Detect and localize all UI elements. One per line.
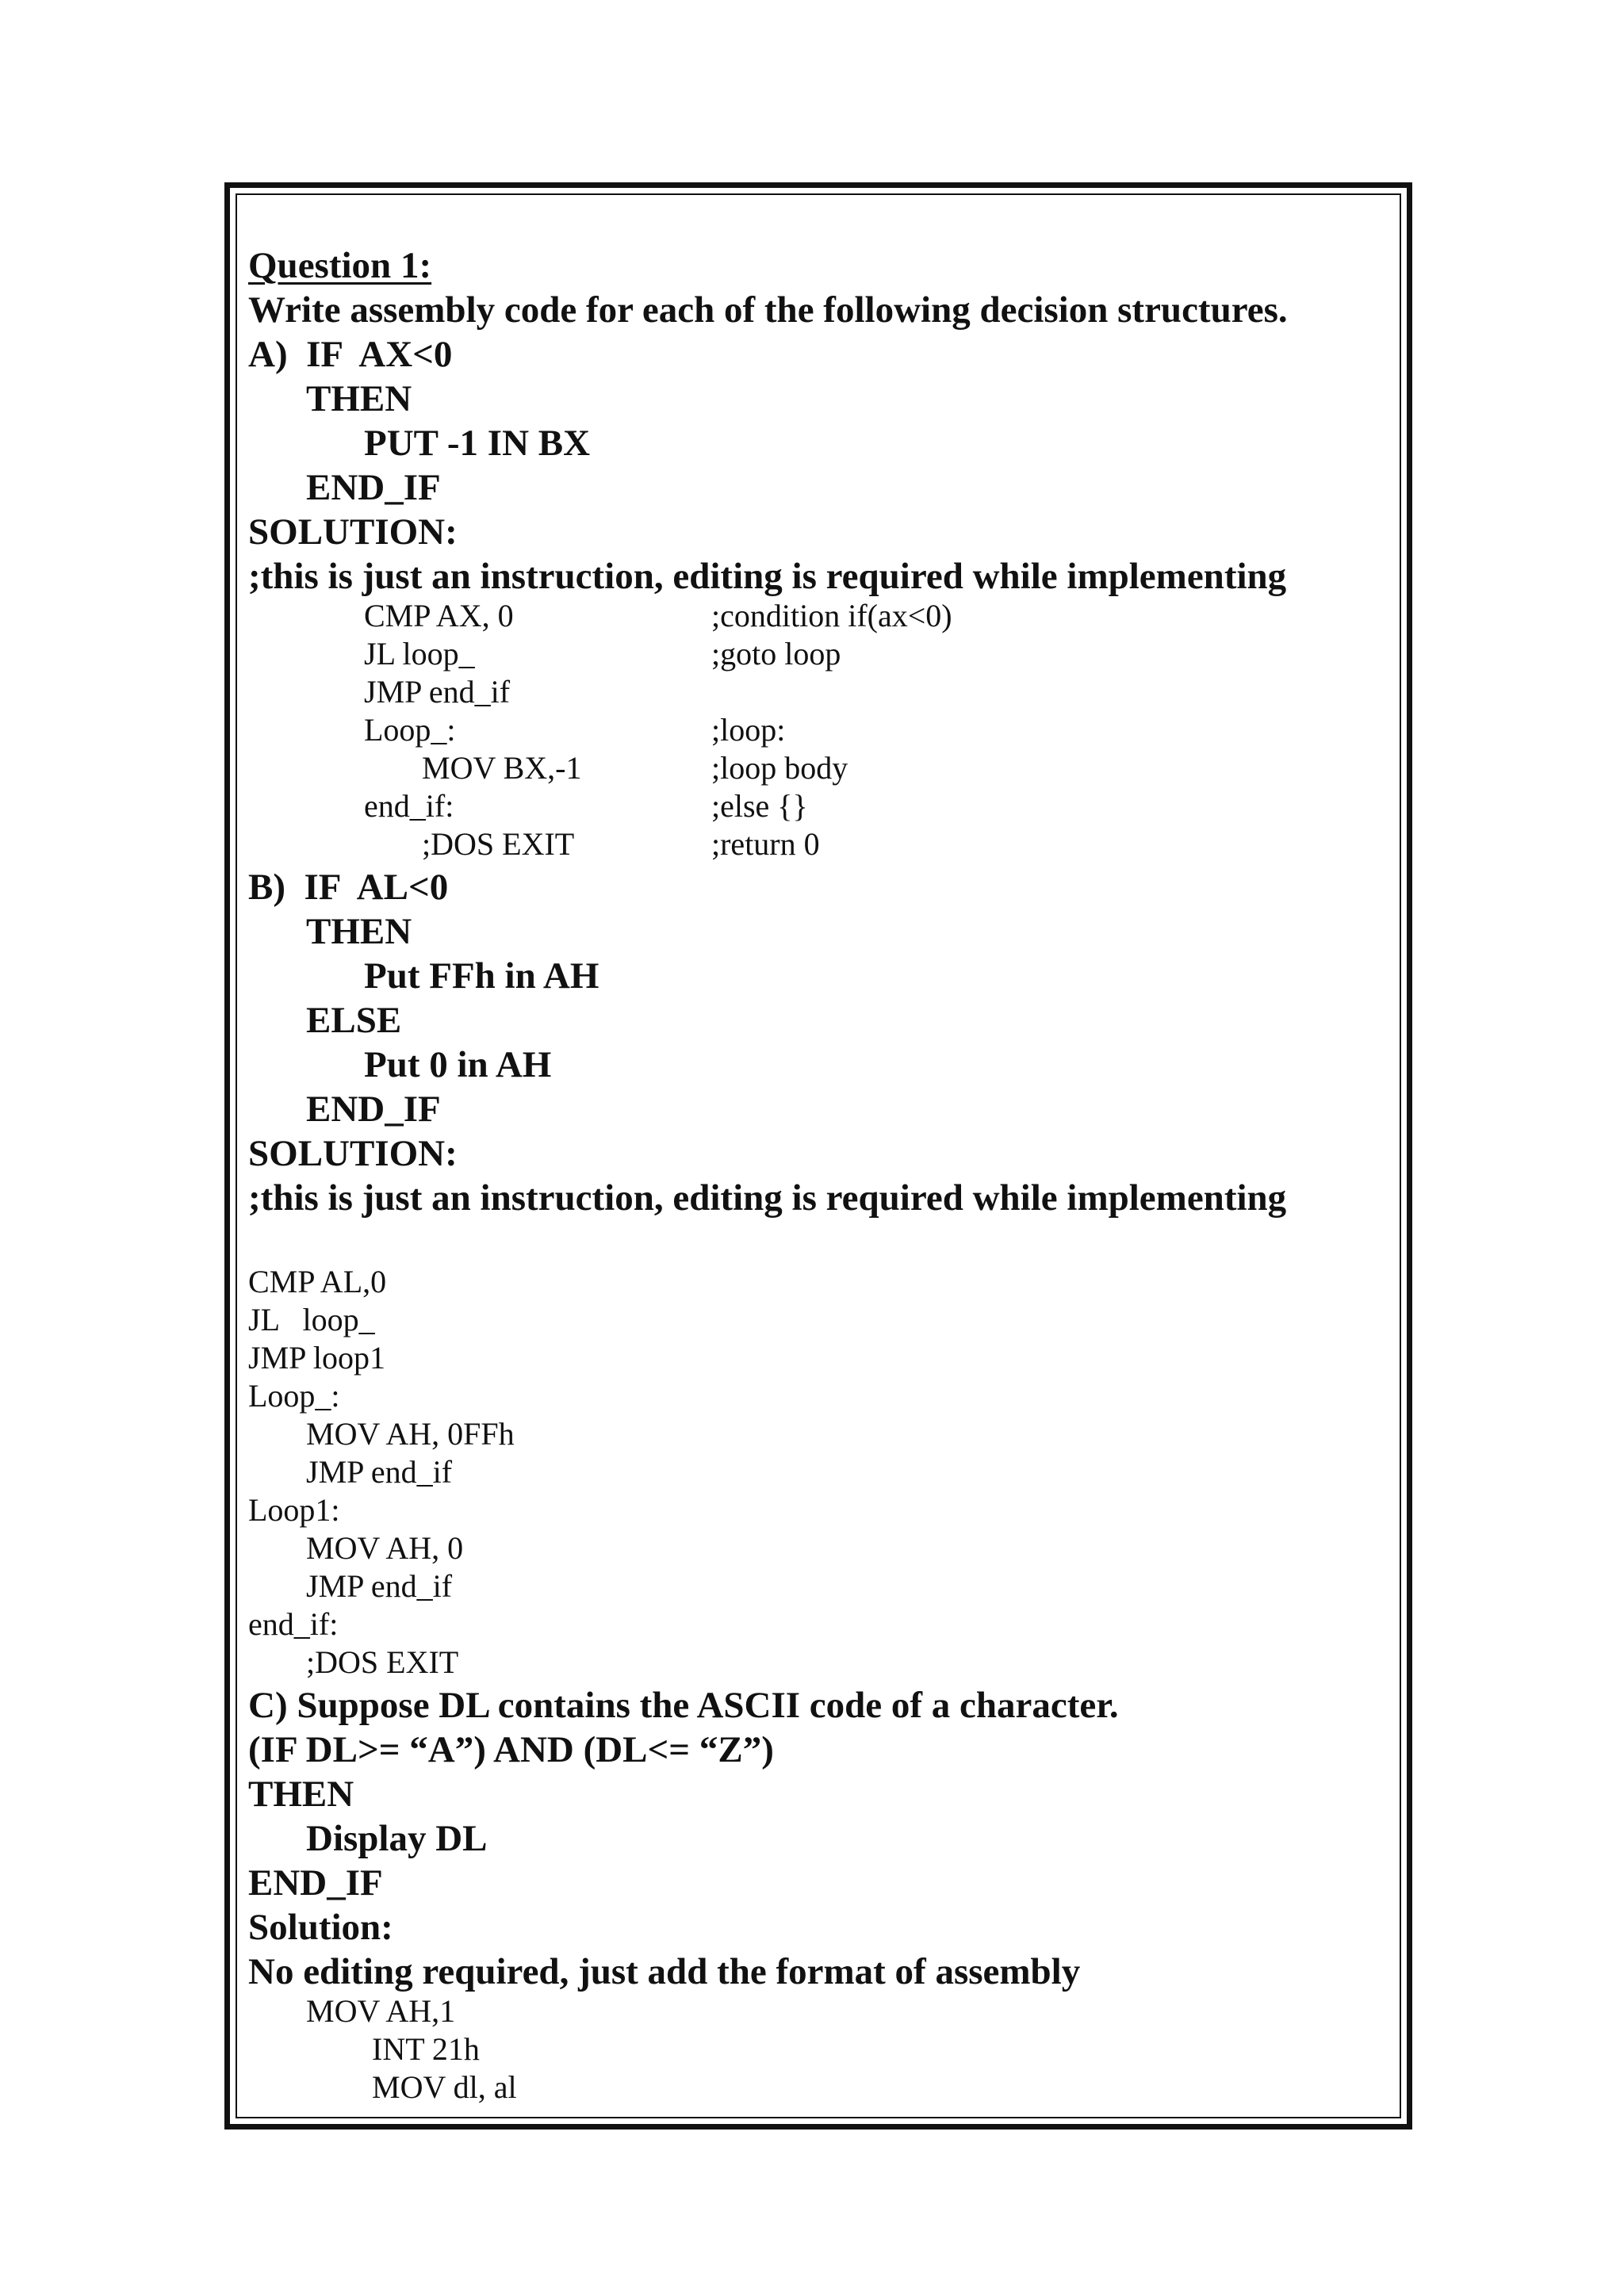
- question-title: Question 1:: [248, 245, 432, 286]
- code-line: end_if:: [248, 1606, 339, 1642]
- part-a-if: A) IF AX<0: [248, 334, 453, 375]
- code-line: MOV AH, 0FFh: [306, 1416, 515, 1452]
- code-comment: ;condition if(ax<0): [711, 598, 952, 633]
- code-line: MOV AH, 0: [306, 1530, 464, 1566]
- code-line: Loop_:: [364, 712, 456, 748]
- code-line: JMP end_if: [364, 674, 511, 710]
- part-b-action-then: Put FFh in AH: [364, 955, 599, 997]
- part-a-then: THEN: [306, 378, 412, 419]
- code-line: ;DOS EXIT: [422, 826, 575, 862]
- code-line: MOV AH,1: [306, 1993, 456, 2029]
- part-c-note: No editing required, just add the format of assembly: [248, 1951, 1081, 1992]
- part-c-solution-label: Solution:: [248, 1907, 393, 1948]
- code-comment: ;else {}: [711, 788, 808, 824]
- code-comment: ;loop body: [711, 750, 848, 786]
- part-b-else: ELSE: [306, 1000, 402, 1041]
- part-c-if: (IF DL>= “A”) AND (DL<= “Z”): [248, 1729, 774, 1770]
- part-c-then: THEN: [248, 1774, 354, 1815]
- code-line: MOV BX,-1: [422, 750, 582, 786]
- part-b-endif: END_IF: [306, 1089, 441, 1130]
- part-b-if: B) IF AL<0: [248, 867, 449, 908]
- code-line: JMP end_if: [306, 1568, 453, 1604]
- part-c-premise: C) Suppose DL contains the ASCII code of a character.: [248, 1685, 1119, 1726]
- code-line: JMP end_if: [306, 1454, 453, 1490]
- part-b-solution-label: SOLUTION:: [248, 1133, 458, 1174]
- code-line: Loop_:: [248, 1378, 340, 1414]
- part-a-solution-label: SOLUTION:: [248, 511, 458, 553]
- part-c-action: Display DL: [306, 1818, 488, 1859]
- code-line: JL loop_: [248, 1302, 375, 1337]
- code-line: CMP AL,0: [248, 1264, 387, 1299]
- code-line: Loop1:: [248, 1492, 340, 1528]
- code-comment: ;return 0: [711, 826, 820, 862]
- question-intro: Write assembly code for each of the following decision structures.: [248, 289, 1288, 331]
- code-line: JL loop_: [364, 636, 475, 672]
- part-a-action: PUT -1 IN BX: [364, 423, 591, 464]
- code-line: MOV dl, al: [372, 2069, 517, 2105]
- part-b-note: ;this is just an instruction, editing is required while implementing: [248, 1177, 1287, 1219]
- part-b-action-else: Put 0 in AH: [364, 1044, 552, 1085]
- part-a-endif: END_IF: [306, 467, 441, 508]
- part-b-then: THEN: [306, 911, 412, 952]
- part-a-note: ;this is just an instruction, editing is required while implementing: [248, 556, 1287, 597]
- code-line: ;DOS EXIT: [306, 1644, 459, 1680]
- code-line: CMP AX, 0: [364, 598, 514, 633]
- code-line: JMP loop1: [248, 1340, 386, 1376]
- code-line: end_if:: [364, 788, 454, 824]
- code-line: INT 21h: [372, 2031, 480, 2067]
- part-c-endif: END_IF: [248, 1862, 383, 1904]
- code-comment: ;goto loop: [711, 636, 841, 672]
- code-comment: ;loop:: [711, 712, 786, 748]
